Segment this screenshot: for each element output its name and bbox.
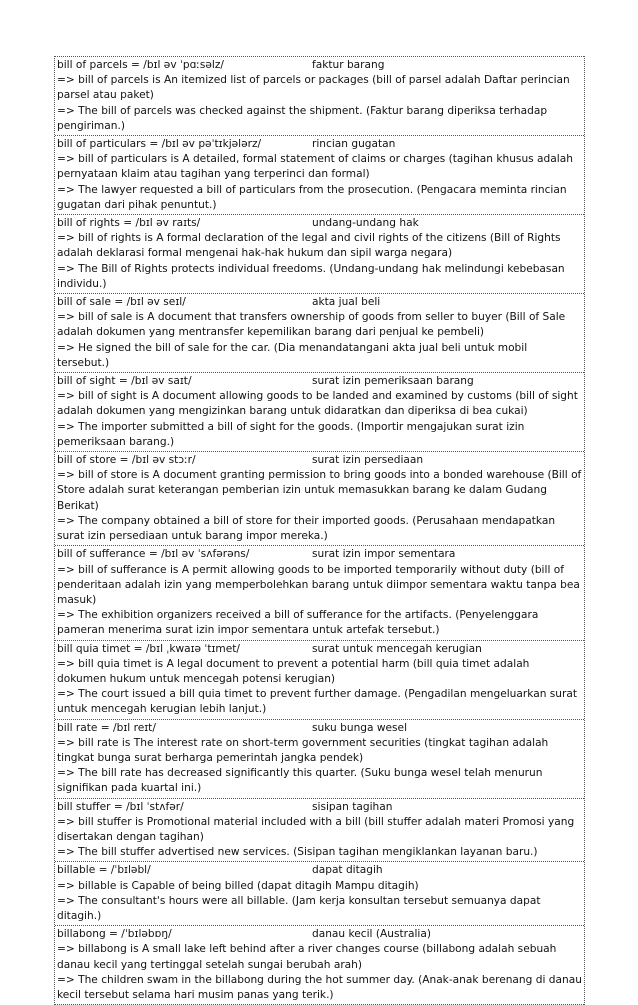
entry-heading xyxy=(57,863,582,878)
entry-example: => The importer submitted a bill of sight for the goods. (Importir mengajukan surat izin pemeriksaan barang.) xyxy=(57,420,525,448)
entry-heading xyxy=(57,642,582,657)
entry-translation: surat izin persediaan xyxy=(312,454,424,467)
entry-definition: => bill of particulars is A detailed, formal statement of claims or charges (tagihan khusus adalah pernyataan klaim atau tagihan yang terperinci dan formal) xyxy=(57,153,573,181)
entry-example: => The Bill of Rights protects individual freedoms. (Undang-undang hak melindungi kebebasan individu.) xyxy=(57,262,565,290)
entry-heading xyxy=(57,216,582,231)
entry-example: => The court issued a bill quia timet to prevent further damage. (Pengadilan mengeluarkan surat untuk mencegah kerugian lebih lanjut.) xyxy=(57,688,578,716)
entry-example: => The consultant's hours were all billable. (Jam kerja konsultan tersebut semuanya dapat ditagih.) xyxy=(57,894,541,922)
glossary-entry-bill-of-sale xyxy=(55,293,584,372)
entry-translation: faktur barang xyxy=(312,59,385,71)
entry-term: bill of sale = /bɪl əv seɪl/ xyxy=(57,296,186,309)
entry-translation: danau kecil (Australia) xyxy=(312,928,431,941)
glossary-entry-bill-of-particulars xyxy=(55,135,584,214)
entry-heading xyxy=(57,800,582,815)
entry-heading xyxy=(57,927,582,942)
entry-term: billable = /ˈbɪləbl/ xyxy=(57,864,151,877)
glossary-entry-bill-quia-timet xyxy=(55,640,584,719)
entry-translation: surat izin pemeriksaan barang xyxy=(312,375,474,388)
glossary-entry-bill-of-rights xyxy=(55,214,584,293)
entry-term: bill of sufferance = /bɪl əv ˈsʌfərəns/ xyxy=(57,548,250,561)
entry-definition: => bill of sale is A document that transfers ownership of goods from seller to buyer (Bill of Sale adalah dokumen yang mentransfer kepemilikan barang dari penjual ke pembeli) xyxy=(57,311,566,339)
entry-example: => The exhibition organizers received a bill of sufferance for the artifacts. (Penyelenggara pameran menerima surat izin impor sementara untuk artefak tersebut.) xyxy=(57,609,539,637)
entry-definition: => billable is Capable of being billed (dapat ditagih Mampu ditagih) xyxy=(57,879,419,892)
entry-translation: rincian gugatan xyxy=(312,138,396,151)
entry-term: bill of particulars = /bɪl əv pəˈtɪkjələrz/ xyxy=(57,138,262,151)
entry-example: => He signed the bill of sale for the car. (Dia menandatangani akta jual beli untuk mobil tersebut.) xyxy=(57,341,528,369)
entry-example: => The children swam in the billabong during the hot summer day. (Anak-anak berenang di danau kecil tersebut selama hari musim panas yang terik.) xyxy=(57,973,582,1001)
entry-translation: suku bunga wesel xyxy=(312,721,408,734)
entry-definition: => bill of sufferance is A permit allowing goods to be imported temporarily without duty (bill of penderitaan adalah izin yang memperbolehkan barang untuk diimpor sementara waktu tanpa bea masuk) xyxy=(57,563,580,606)
entry-definition: => bill of rights is A formal declaration of the legal and civil rights of the citizens (Bill of Rights adalah deklarasi formal mengenai hak-hak hukum dan sipil warga negara) xyxy=(57,232,561,260)
entry-definition: => bill of parcels is An itemized list of parcels or packages (bill of parsel adalah Daftar perincian parsel atau paket) xyxy=(57,74,570,102)
entry-definition: => billabong is A small lake left behind after a river changes course (billabong adalah sebuah danau kecil yang tertinggal setelah sungai berubah arah) xyxy=(57,943,557,971)
entry-heading xyxy=(57,721,582,736)
entry-heading xyxy=(57,295,582,310)
glossary-entry-bill-stuffer xyxy=(55,798,584,862)
glossary-page xyxy=(54,56,585,1005)
entry-heading xyxy=(57,374,582,389)
entry-translation: akta jual beli xyxy=(312,296,381,309)
entry-term: bill of rights = /bɪl əv raɪts/ xyxy=(57,217,201,230)
entry-example: => The bill rate has decreased significantly this quarter. (Suku bunga wesel telah menurun signifikan pada kuartal ini.) xyxy=(57,767,543,795)
entry-definition: => bill of store is A document granting permission to bring goods into a bonded warehouse (Bill of Store adalah surat keterangan pemberian izin untuk memasukkan barang ke dalam Gudang Berikat) xyxy=(57,469,582,512)
entry-example: => The bill stuffer advertised new services. (Sisipan tagihan mengiklankan layanan baru.) xyxy=(57,846,538,859)
entry-term: bill stuffer = /bɪl ˈstʌfər/ xyxy=(57,800,184,813)
glossary-entry-billable xyxy=(55,861,584,925)
glossary-entry-bill-of-sight xyxy=(55,372,584,451)
entry-heading xyxy=(57,137,582,152)
entry-definition: => bill of sight is A document allowing goods to be landed and examined by customs (bill of sight adalah dokumen yang mengizinkan barang untuk didaratkan dan diperiksa di bea cukai) xyxy=(57,390,578,418)
entry-heading xyxy=(57,58,582,73)
entry-translation: surat izin impor sementara xyxy=(312,548,456,561)
glossary-entry-bill-rate xyxy=(55,719,584,798)
entry-term: bill quia timet = /bɪl ˌkwaɪə ˈtɪmet/ xyxy=(57,642,240,655)
glossary-entry-bill-of-parcels xyxy=(55,56,584,135)
entry-definition: => bill stuffer is Promotional material included with a bill (bill stuffer adalah materi Promosi yang disertakan dengan tagihan) xyxy=(57,815,575,843)
entry-heading xyxy=(57,547,582,562)
entry-term: bill of parcels = /bɪl əv ˈpɑːsəlz/ xyxy=(57,59,224,71)
entry-example: => The lawyer requested a bill of particulars from the prosecution. (Pengacara meminta rincian gugatan dari pihak penuntut.) xyxy=(57,183,567,211)
entry-translation: dapat ditagih xyxy=(312,864,383,877)
entry-heading xyxy=(57,453,582,468)
entry-term: bill of sight = /bɪl əv saɪt/ xyxy=(57,375,192,388)
glossary-entry-billabong xyxy=(55,925,584,1005)
entry-translation: undang-undang hak xyxy=(312,217,419,230)
entry-definition: => bill quia timet is A legal document to prevent a potential harm (bill quia timet adalah dokumen hukum untuk mencegah potensi kerugian) xyxy=(57,657,530,685)
glossary-entry-bill-of-store xyxy=(55,451,584,545)
entry-term: bill rate = /bɪl reɪt/ xyxy=(57,721,156,734)
entry-translation: sisipan tagihan xyxy=(312,800,393,813)
entry-term: billabong = /ˈbɪləbɒŋ/ xyxy=(57,928,172,941)
glossary-entry-bill-of-sufferance xyxy=(55,545,584,639)
entry-definition: => bill rate is The interest rate on short-term government securities (tingkat tagihan adalah tingkat bunga surat berharga pemerintah jangka pendek) xyxy=(57,736,549,764)
entry-example: => The bill of parcels was checked against the shipment. (Faktur barang diperiksa terhadap pengiriman.) xyxy=(57,104,548,132)
entry-translation: surat untuk mencegah kerugian xyxy=(312,642,482,655)
entry-term: bill of store = /bɪl əv stɔːr/ xyxy=(57,454,196,467)
entry-example: => The company obtained a bill of store for their imported goods. (Perusahaan mendapatkan surat izin persediaan untuk barang impor mereka.) xyxy=(57,514,556,543)
